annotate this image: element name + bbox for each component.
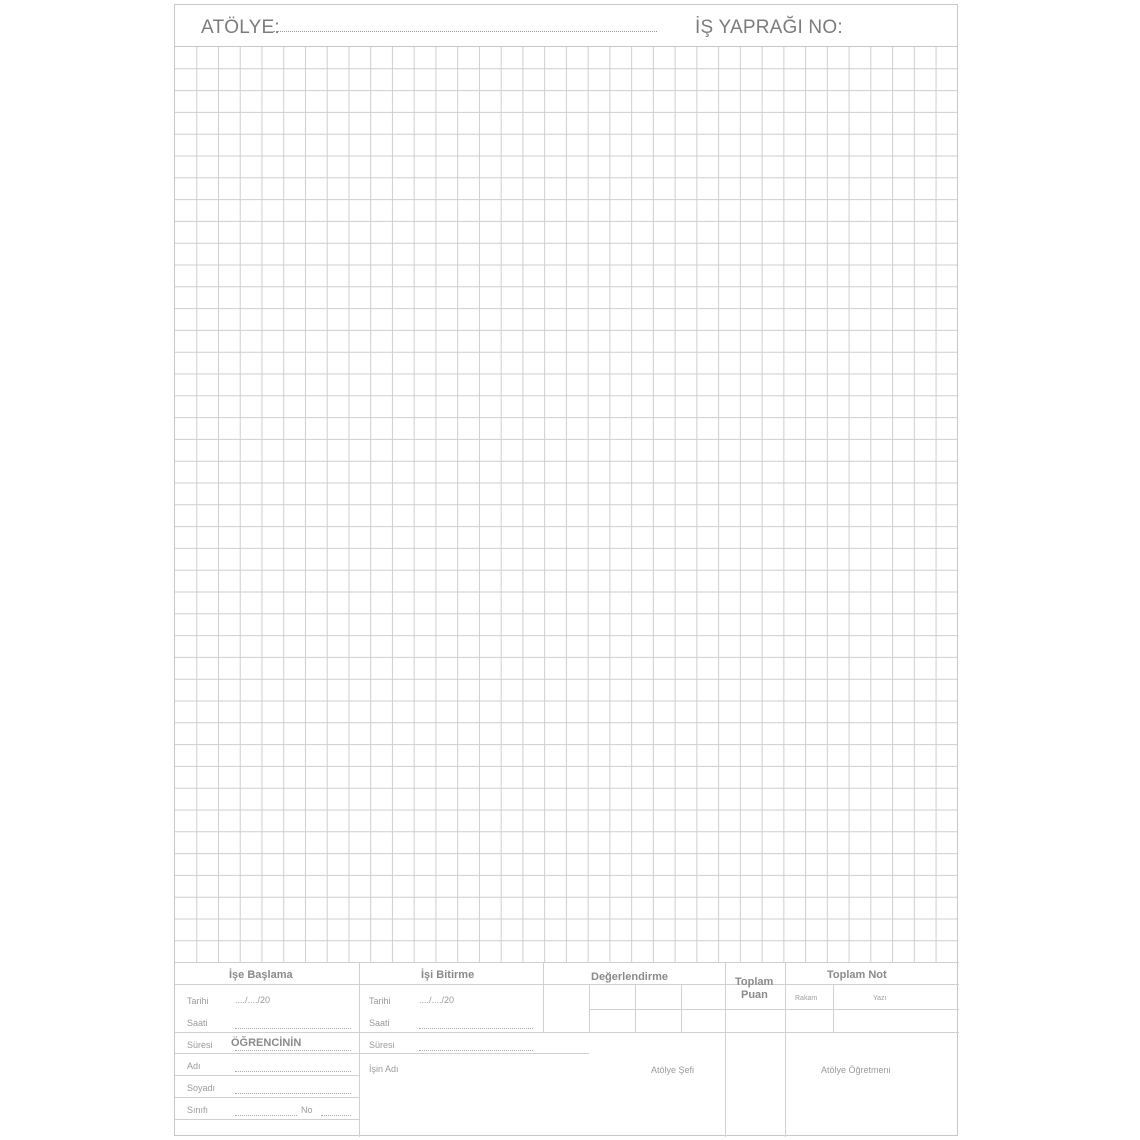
footer-row-line xyxy=(175,1032,959,1033)
start-duration-field[interactable] xyxy=(235,1050,351,1051)
total-grade-title: Toplam Not xyxy=(827,969,887,981)
footer-col-line xyxy=(785,962,786,1137)
footer-top-line xyxy=(175,962,959,963)
workshop-chief-label: Atölye Şefi xyxy=(651,1065,695,1075)
finish-time-field[interactable] xyxy=(419,1028,533,1029)
start-time-field[interactable] xyxy=(235,1028,351,1029)
finish-date-value: ..../..../20 xyxy=(419,995,455,1005)
start-duration-label: Süresi xyxy=(187,1040,213,1050)
footer-col-line xyxy=(725,962,726,1137)
student-class-field[interactable] xyxy=(235,1115,297,1116)
total-score-title-line2: Puan xyxy=(741,989,768,1001)
footer-col-line xyxy=(359,962,360,1137)
finish-time-label: Saati xyxy=(369,1018,390,1028)
footer-row-line xyxy=(175,1097,359,1098)
footer-col-line xyxy=(681,984,682,1032)
footer-col-line xyxy=(635,984,636,1032)
worksheet-header xyxy=(175,5,957,47)
footer-row-line xyxy=(589,1009,959,1010)
start-date-label: Tarihi xyxy=(187,996,209,1006)
footer-row-line xyxy=(175,1075,359,1076)
workshop-fill-line xyxy=(273,31,657,32)
grade-digits-label: Rakam xyxy=(795,995,818,1002)
workshop-teacher-label: Atölye Öğretmeni xyxy=(821,1065,891,1075)
student-surname-label: Soyadı xyxy=(187,1083,216,1093)
evaluation-footer xyxy=(175,962,957,1137)
student-name-field[interactable] xyxy=(235,1071,351,1072)
footer-col-line xyxy=(543,962,544,1032)
footer-col-line xyxy=(833,984,834,1032)
footer-row-line xyxy=(175,984,959,985)
worksheet-page xyxy=(174,4,958,1136)
footer-row-line xyxy=(175,1053,589,1054)
workshop-label: ATÖLYE: xyxy=(201,17,280,38)
start-date-value: ..../..../20 xyxy=(235,995,271,1005)
finish-duration-label: Süresi xyxy=(369,1040,395,1050)
finish-duration-field[interactable] xyxy=(419,1050,533,1051)
job-name-label: İşin Adı xyxy=(369,1064,399,1074)
start-time-label: Saati xyxy=(187,1018,208,1028)
student-section-title: ÖĞRENCİNİN xyxy=(231,1037,302,1049)
start-section-title: İşe Başlama xyxy=(229,969,293,981)
student-surname-field[interactable] xyxy=(235,1093,351,1094)
drawing-grid xyxy=(175,47,957,962)
footer-col-line xyxy=(589,984,590,1032)
sheet-number-label: İŞ YAPRAĞI NO: xyxy=(695,17,843,38)
student-name-label: Adı xyxy=(187,1061,201,1071)
finish-date-label: Tarihi xyxy=(369,996,391,1006)
finish-section-title: İşi Bitirme xyxy=(421,969,475,981)
footer-row-line xyxy=(175,1119,359,1120)
student-class-label: Sınıfı xyxy=(187,1105,209,1115)
total-score-title-line1: Toplam xyxy=(735,976,774,988)
evaluation-section-title: Değerlendirme xyxy=(591,971,669,983)
student-number-field[interactable] xyxy=(321,1115,351,1116)
grade-words-label: Yazı xyxy=(873,995,887,1002)
student-number-label: No xyxy=(301,1105,313,1115)
